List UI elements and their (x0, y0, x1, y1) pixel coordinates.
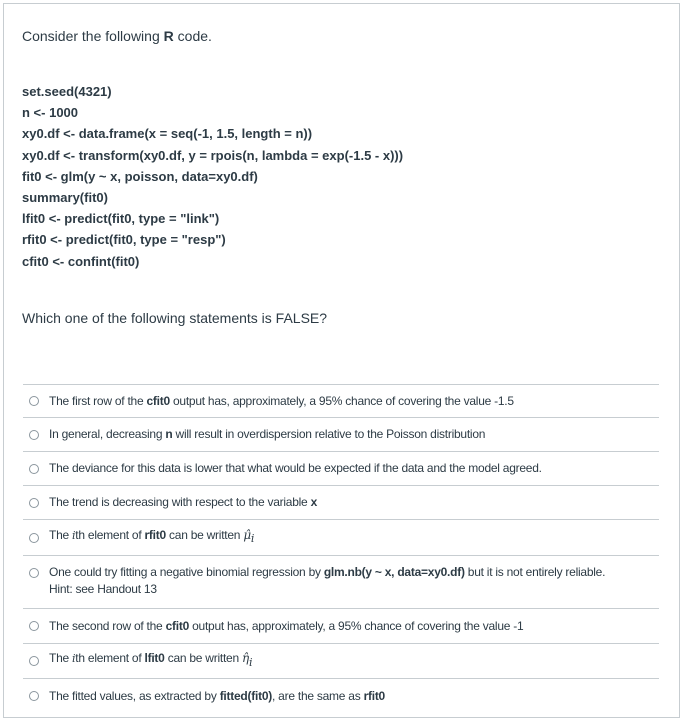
answer-option[interactable] (23, 556, 659, 609)
answer-label: The deviance for this data is lower that what would be expected if the data and the model agreed. (49, 461, 542, 475)
radio-button[interactable] (29, 621, 39, 631)
answer-label: The first row of the cfit0 output has, approximately, a 95% chance of covering the value -1.5 (49, 393, 514, 408)
answer-option[interactable] (23, 452, 659, 486)
code-line: fit0 <- glm(y ~ x, poisson, data=xy0.df) (22, 168, 258, 184)
language-name: R (163, 28, 174, 44)
answer-option[interactable] (23, 418, 659, 452)
code-line: cfit0 <- confint(fit0) (22, 253, 140, 269)
radio-button[interactable] (29, 498, 39, 508)
radio-button[interactable] (29, 396, 39, 406)
answer-list (23, 384, 659, 713)
r-code-block (22, 81, 403, 272)
math-symbol: μ̂ (243, 527, 251, 542)
answer-label: In general, decreasing n will result in overdispersion relative to the Poisson distribution (49, 427, 486, 441)
answer-label: One could try fitting a negative binomial regression by glm.nb(y ~ x, data=xy0.df) but it is not entirely reliable. Hint: see Handout 13 (49, 565, 606, 596)
quiz-question-panel (3, 3, 680, 718)
radio-button[interactable] (29, 430, 39, 440)
code-line: n <- 1000 (22, 105, 79, 121)
radio-button[interactable] (29, 568, 39, 578)
answer-option[interactable] (23, 520, 659, 556)
answer-option[interactable] (23, 486, 659, 520)
answer-label: The trend is decreasing with respect to the variable x (49, 495, 317, 509)
answer-option[interactable] (23, 679, 659, 713)
answer-option[interactable] (23, 644, 659, 679)
radio-button[interactable] (29, 656, 39, 666)
answer-label: The second row of the cfit0 output has, approximately, a 95% chance of covering the value -1 (49, 618, 524, 633)
code-line: lfit0 <- predict(fit0, type = "link") (22, 211, 220, 227)
answer-label: The ith element of rfit0 can be written $\mû_i$ (49, 527, 255, 546)
code-line: set.seed(4321) (22, 84, 112, 99)
question-prompt: Which one of the following statements is FALSE? (22, 310, 328, 326)
radio-button[interactable] (29, 533, 39, 543)
math-symbol: η̂ (241, 651, 249, 666)
radio-button[interactable] (29, 464, 39, 474)
code-line: xy0.df <- transform(xy0.df, y = rpois(n, lambda = exp(-1.5 - x))) (22, 147, 404, 163)
radio-button[interactable] (29, 691, 39, 701)
question-intro: Consider the following R code. (22, 28, 212, 44)
answer-label: The ith element of lfit0 can be written $\etâ_i$ (49, 651, 253, 669)
answer-label: The fitted values, as extracted by fitted(fit0), are the same as rfit0 (49, 688, 385, 703)
code-line: xy0.df <- data.frame(x = seq(-1, 1.5, length = n)) (22, 126, 313, 142)
answer-option[interactable] (23, 609, 659, 644)
code-line: rfit0 <- predict(fit0, type = "resp") (22, 232, 226, 248)
answer-option[interactable] (23, 385, 659, 418)
code-line: summary(fit0) (22, 189, 108, 205)
